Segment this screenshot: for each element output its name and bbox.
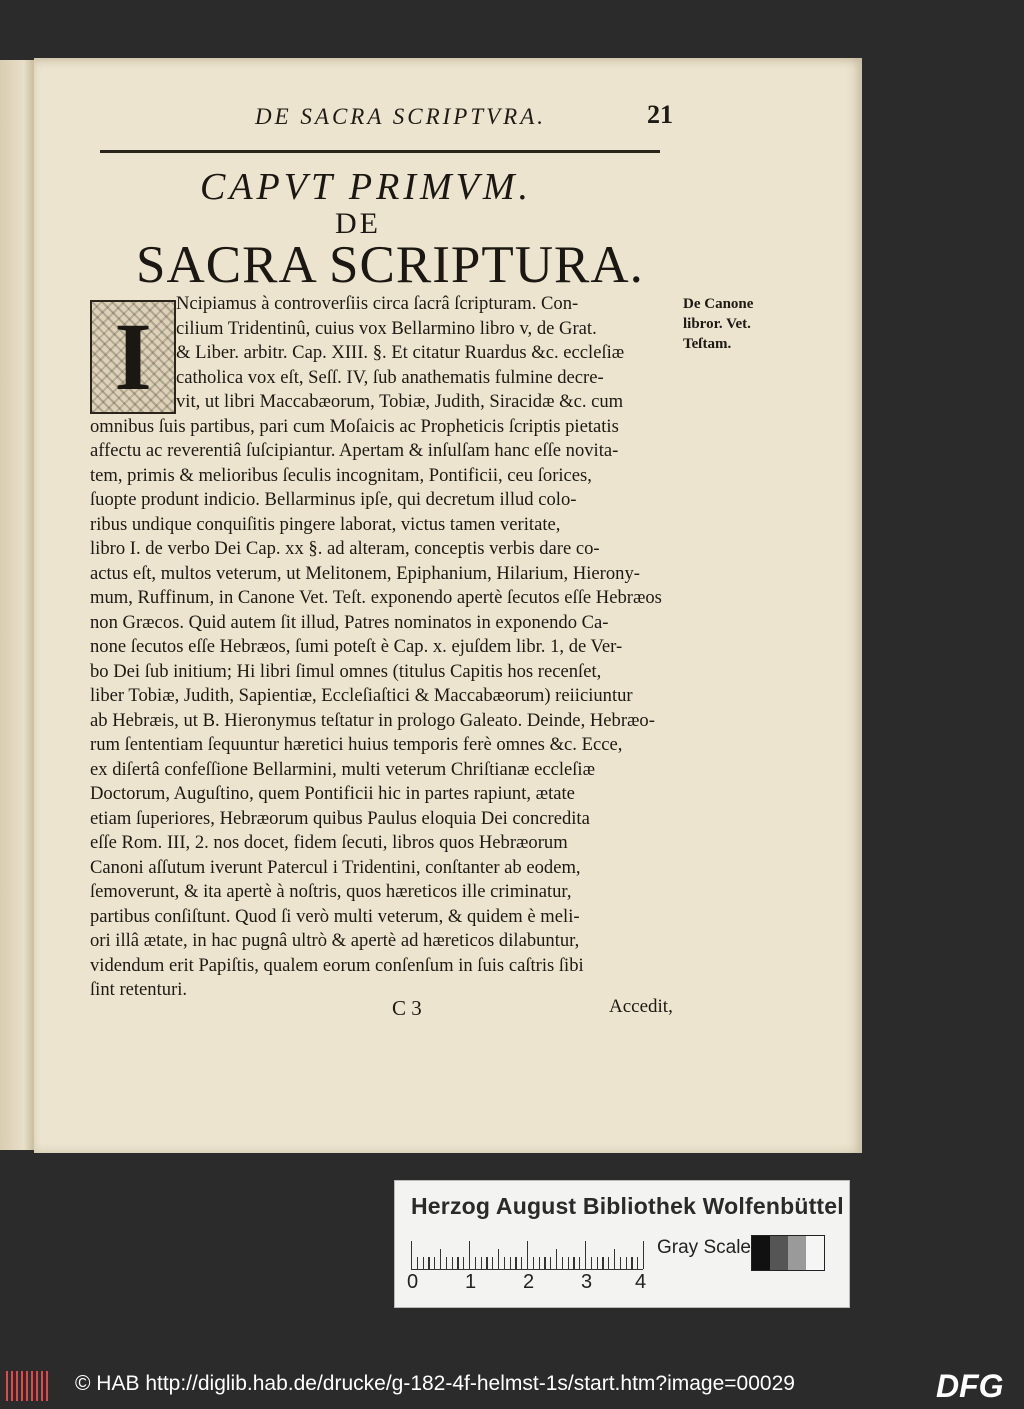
- text-line: omnibus ſuis partibus, pari cum Moſaicis ac Propheticis ſcriptis pietatis: [90, 415, 619, 437]
- decorated-initial: I: [90, 300, 176, 414]
- ruler-tick: [463, 1257, 464, 1269]
- ruler-tick: [608, 1257, 609, 1269]
- ruler-tick: [411, 1241, 412, 1269]
- ruler-tick: [475, 1257, 476, 1269]
- previous-page-edge: [0, 60, 34, 1150]
- ruler-tick: [620, 1257, 621, 1269]
- ruler-tick: [626, 1257, 627, 1269]
- scale-label: 4: [635, 1271, 647, 1293]
- scale-label: 0: [407, 1271, 419, 1293]
- catchword: Accedit,: [609, 996, 673, 1017]
- ruler-tick: [498, 1249, 499, 1269]
- ruler-tick: [597, 1257, 598, 1269]
- ruler-tick: [510, 1257, 511, 1269]
- library-barcode-icon: [6, 1371, 48, 1401]
- text-line: partibus conſiſtunt. Quod ſi verò multi veterum, & quidem è meli-: [90, 905, 580, 927]
- ruler-tick: [539, 1257, 540, 1269]
- text-line: & Liber. arbitr. Cap. XIII. §. Et citatur Ruardus &c. eccleſiæ: [176, 342, 625, 363]
- text-line: Canoni aſſutum iverunt Patercul i Tridentini, conſtanter ab eodem,: [90, 856, 581, 878]
- ruler-tick: [469, 1241, 470, 1269]
- gray-swatch: [788, 1236, 806, 1270]
- ruler-tick: [562, 1257, 563, 1269]
- text-line: Ncipiamus à controverſiis circa ſacrâ ſcripturam. Con-: [176, 293, 579, 314]
- text-line: Doctorum, Auguſtino, quem Pontificii hic in partes rapiunt, ætate: [90, 783, 575, 804]
- scale-ruler: [411, 1239, 643, 1270]
- ruler-tick: [452, 1257, 453, 1269]
- ruler-tick: [446, 1257, 447, 1269]
- text-line: non Græcos. Quid autem ſit illud, Patres nominatos in exponendo Ca-: [90, 611, 609, 633]
- margin-note: [683, 294, 753, 354]
- text-line: ori illâ ætate, in hac pugnâ ultrò & apertè ad hæreticos dilabuntur,: [90, 930, 580, 951]
- text-line: mum, Ruffinum, in Canone Vet. Teſt. exponendo apertè ſecutos eſſe Hebræos: [90, 587, 662, 608]
- card-title: Herzog August Bibliothek Wolfenbüttel: [411, 1193, 844, 1219]
- ruler-tick: [602, 1257, 603, 1269]
- ruler-tick: [568, 1257, 569, 1269]
- body-text: [90, 292, 690, 1003]
- text-line: cilium Tridentinû, cuius vox Bellarmino libro v, de Grat.: [176, 317, 597, 339]
- ruler-tick: [591, 1257, 592, 1269]
- gray-swatch: [752, 1236, 770, 1270]
- text-line: ſuopte produnt indicio. Bellarminus ipſe, qui decretum illud colo-: [90, 489, 577, 510]
- running-head: DE SACRA SCRIPTVRA.: [255, 104, 547, 129]
- ruler-tick: [579, 1257, 580, 1269]
- ruler-tick: [637, 1257, 638, 1269]
- scale-label: 2: [523, 1271, 535, 1293]
- ruler-tick: [631, 1257, 632, 1269]
- text-line: vit, ut libri Maccabæorum, Tobiæ, Judith, Siracidæ &c. cum: [176, 391, 624, 412]
- scale-label: 3: [581, 1271, 593, 1293]
- ruler-tick: [428, 1257, 429, 1269]
- chapter-title: SACRA SCRIPTURA.: [136, 236, 644, 294]
- ruler-tick: [544, 1257, 545, 1269]
- gray-swatch: [770, 1236, 788, 1270]
- ruler-tick: [417, 1257, 418, 1269]
- gray-swatch: [806, 1236, 824, 1270]
- ruler-tick: [550, 1257, 551, 1269]
- text-line: catholica vox eſt, Seſſ. IV, ſub anathematis fulmine decre-: [176, 366, 604, 388]
- dfg-logo: DFG: [936, 1368, 1004, 1404]
- text-line: eſſe Rom. III, 2. nos docet, fidem ſecuti, libros quos Hebræorum: [90, 832, 568, 853]
- ruler-tick: [643, 1241, 644, 1269]
- ruler-tick: [457, 1257, 458, 1269]
- text-line: none ſecutos eſſe Hebræos, ſumi poteſt è Cap. x. ejuſdem libr. 1, de Ver-: [90, 636, 623, 657]
- ruler-tick: [440, 1249, 441, 1269]
- ruler-tick: [492, 1257, 493, 1269]
- ruler-tick: [521, 1257, 522, 1269]
- text-line: ſint retenturi.: [90, 979, 188, 1000]
- text-line: tem, primis & melioribus ſeculis incognitam, Pontificii, ceu ſorices,: [90, 464, 592, 486]
- ruler-tick: [614, 1249, 615, 1269]
- ruler-tick: [585, 1241, 586, 1269]
- chapter-subheading: DE: [335, 207, 381, 240]
- ruler-tick: [504, 1257, 505, 1269]
- text-line: videndum erit Papiſtis, qualem eorum conſenſum in ſuis caſtris ſibi: [90, 954, 584, 976]
- text-line: ribus undique conquiſitis pingere laborat, victus tamen veritate,: [90, 513, 561, 535]
- ruler-tick: [515, 1257, 516, 1269]
- ruler-tick: [423, 1257, 424, 1269]
- text-line: bo Dei ſub initium; Hi libri ſimul omnes (titulus Capitis hos recenſet,: [90, 660, 602, 682]
- text-line: ſemoverunt, & ita apertè à noſtris, quos hæreticos ille criminatur,: [90, 881, 572, 902]
- text-line: libro I. de verbo Dei Cap. xx §. ad alteram, conceptis verbis dare co-: [90, 538, 600, 559]
- text-line: rum ſententiam ſequuntur hæretici huius temporis ferè omnes &c. Ecce,: [90, 734, 623, 755]
- text-line: ex diſertâ confeſſione Bellarmini, multi veterum Chriſtianæ eccleſiæ: [90, 758, 595, 780]
- ruler-tick: [527, 1241, 528, 1269]
- margin-note-line: libror. Vet.: [683, 316, 751, 332]
- text-line: affectu ac reverentiâ ſuſcipiantur. Apertam & inſulſam hanc eſſe novita-: [90, 440, 619, 461]
- ruler-tick: [486, 1257, 487, 1269]
- gray-scale-label: Gray Scale: [657, 1237, 751, 1258]
- text-line: liber Tobiæ, Judith, Sapientiæ, Eccleſiaſtici & Maccabæorum) reiiciuntur: [90, 685, 633, 706]
- ruler-tick: [533, 1257, 534, 1269]
- text-line: etiam ſuperiores, Hebræorum quibus Paulus eloquia Dei concredita: [90, 807, 590, 829]
- header-rule: [100, 150, 660, 153]
- gray-scale-swatches: [751, 1235, 825, 1271]
- chapter-heading: CAPVT PRIMVM.: [200, 166, 533, 208]
- page-number: 21: [647, 100, 673, 129]
- ruler-tick: [573, 1257, 574, 1269]
- margin-note-line: De Canone: [683, 296, 754, 312]
- text-line: actus eſt, multos veterum, ut Melitonem, Epiphanium, Hilarium, Hierony-: [90, 562, 640, 584]
- text-line: ab Hebræis, ut B. Hieronymus teſtatur in prologo Galeato. Deinde, Hebræo-: [90, 709, 655, 731]
- ruler-tick: [556, 1249, 557, 1269]
- scale-label: 1: [465, 1271, 477, 1293]
- color-reference-card: [394, 1180, 850, 1308]
- footer-bar: [0, 1364, 1024, 1409]
- signature-mark: C 3: [392, 996, 422, 1020]
- ruler-tick: [481, 1257, 482, 1269]
- margin-note-line: Teſtam.: [683, 336, 732, 352]
- ruler-tick: [434, 1257, 435, 1269]
- source-url[interactable]: © HAB http://diglib.hab.de/drucke/g-182-4f-helmst-1s/start.htm?image=00029: [75, 1372, 795, 1395]
